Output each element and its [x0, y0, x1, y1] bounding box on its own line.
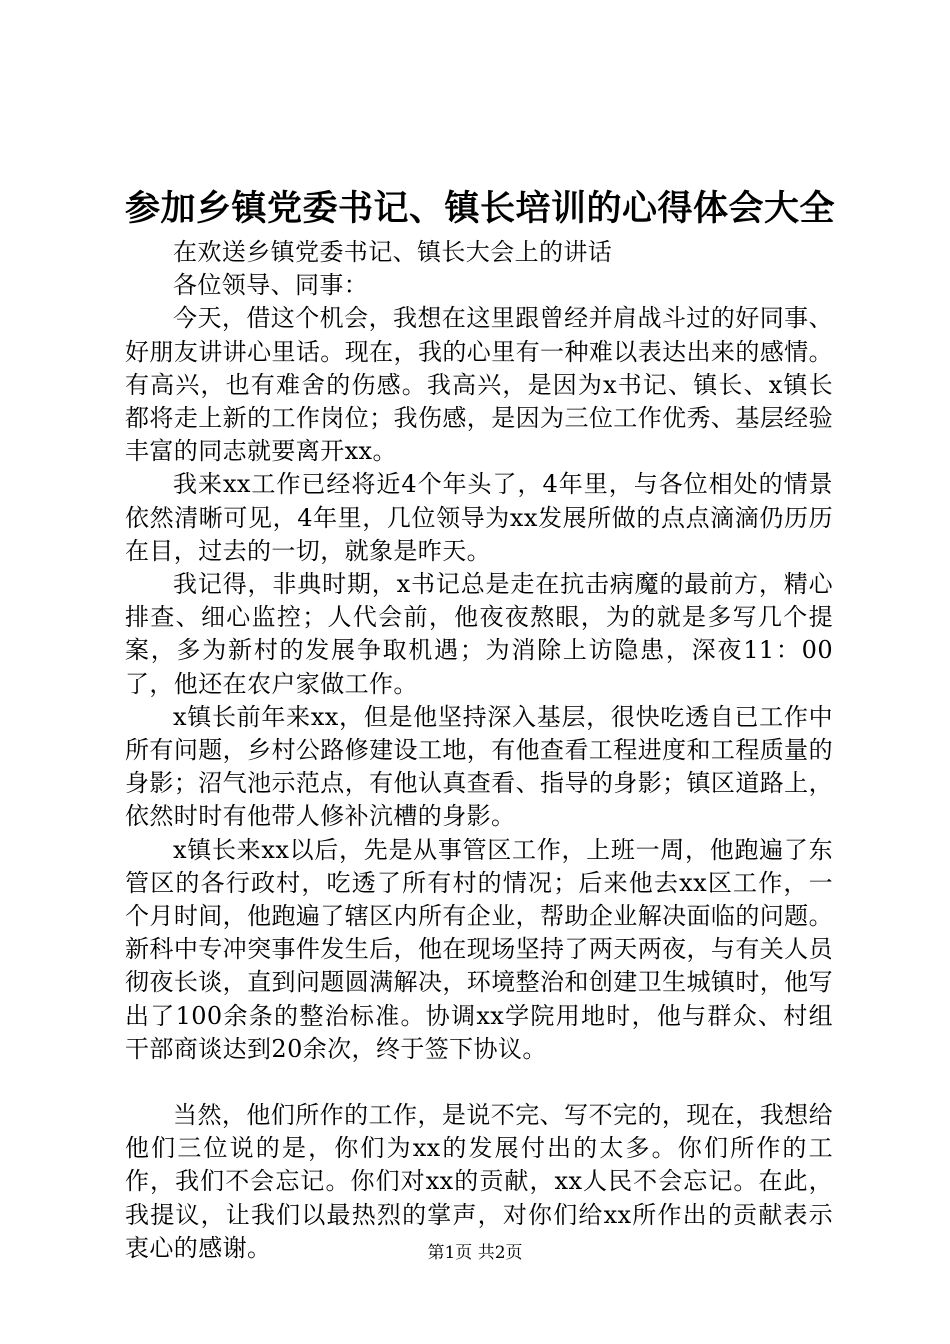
paragraph-town-head-1: x镇长前年来xx，但是他坚持深入基层，很快吃透自已工作中所有问题，乡村公路修建设工地，有他查看工程进度和工程质量的身影；沼气池示范点，有他认真查看、指导的身影；镇区道路上，依然时时有他带人修补沆槽的身影。: [125, 702, 833, 831]
document-title: 参加乡镇党委书记、镇长培训的心得体会大全: [125, 188, 836, 229]
speech-subtitle: 在欢送乡镇党委书记、镇长大会上的讲话: [173, 238, 613, 266]
document-body: [125, 236, 833, 1265]
page-number-footer: 第1页 共2页: [427, 1243, 523, 1263]
paragraph-closing: 当然，他们所作的工作，是说不完、写不完的，现在，我想给他们三位说的是，你们为xx的发展付出的太多。你们所作的工作，我们不会忘记。你们对xx的贡献，xx人民不会忘记。在此，我提议，让我们以最热烈的掌声，对你们给xx所作出的贡献表示衷心的感谢。: [125, 1101, 833, 1262]
paragraph-four-years: 我来xx工作已经将近4个年头了，4年里，与各位相处的情景依然清晰可见，4年里，几位领导为xx发展所做的点点滴滴仍历历在目，过去的一切，就象是昨天。: [125, 470, 833, 565]
paragraph-secretary: 我记得，非典时期，x书记总是走在抗击病魔的最前方，精心排查、细心监控；人代会前，他夜夜熬眼，为的就是多写几个提案，多为新村的发展争取机遇；为消除上访隐患，深夜11：00了，他还在农户家做工作。: [125, 570, 833, 698]
paragraph-intro: 今天，借这个机会，我想在这里跟曾经并肩战斗过的好同事、好朋友讲讲心里话。现在，我的心里有一种难以表达出来的感情。有高兴，也有难舍的伤感。我高兴，是因为x书记、镇长、x镇长都将走上新的工作岗位；我伤感，是因为三位工作优秀、基层经验丰富的同志就要离开xx。: [125, 304, 833, 466]
paragraph-town-head-2: x镇长来xx以后，先是从事管区工作，上班一周，他跑遍了东管区的各行政村，吃透了所有村的情况；后来他去xx区工作，一个月时间，他跑遍了辖区内所有企业，帮助企业解决面临的问题。新科中专冲突事件发生后，他在现场坚持了两天两夜，与有关人员彻夜长谈，直到问题圆满解决，环境整治和创建卫生城镇时，他写出了100余条的整治标准。协调xx学院用地时，他与群众、村组干部商谈达到20余次，终于签下协议。: [125, 835, 833, 1063]
salutation: 各位领导、同事：: [173, 271, 369, 300]
